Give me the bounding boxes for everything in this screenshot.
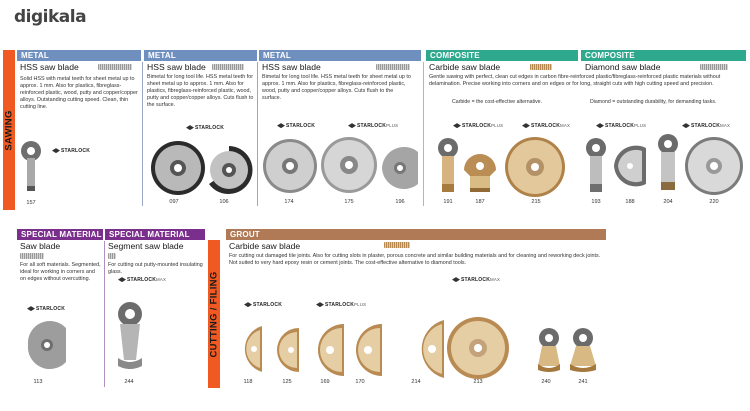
segment-blade-image [205,144,253,196]
segment-diamond-blade-image [610,138,650,194]
plunge-diamond-blade-image [656,134,680,194]
blade-edge-icon [20,253,44,259]
plunge-carbide-blade-image [460,150,500,194]
sawing-side-bar: SAWING [3,50,15,210]
article-number: 170 [355,379,365,385]
blade-edge-icon [108,253,116,259]
article-number: 174 [284,199,294,205]
article-number: 118 [243,379,253,385]
starlock-logo: STARLOCK [244,302,282,308]
starlock-plus-logo: STARLOCKPLUS [348,123,398,129]
plunge-saw-blade-image [18,140,44,194]
blade-edge-icon [530,64,552,70]
carbide-plunge-blade-image [566,326,600,374]
section-composite-1: COMPOSITE [426,50,578,61]
blade-edge-icon [212,64,244,70]
section-metal-2: METAL [144,50,257,61]
article-number: 157 [26,200,36,206]
carbide-segment-blade-image [265,326,301,374]
round-carbide-blade-image [504,136,566,198]
article-number: 106 [219,199,229,205]
divider [423,62,424,206]
product-description: For cutting out putty-mounted insulating glass. [108,262,203,275]
starlock-max-logo: STARLOCKMAX [682,123,730,129]
section-metal-3: METAL [259,50,421,61]
section-special-material-1: SPECIAL MATERIAL [17,229,103,240]
starlock-logo: STARLOCK [52,148,90,154]
carbide-round-blade-image [344,322,384,378]
carbide-round-blade-image [446,316,510,380]
section-special-material-2: SPECIAL MATERIAL [105,229,205,240]
starlock-max-logo: STARLOCKMAX [118,277,166,283]
section-metal-1: METAL [17,50,141,61]
product-title: Carbide saw blade [429,62,501,72]
blade-edge-icon [98,64,132,70]
article-number: 113 [33,379,43,385]
divider [257,62,258,206]
product-title: HSS saw blade [262,62,321,72]
blade-edge-icon [700,64,728,70]
product-title: Diamond saw blade [585,62,661,72]
product-title: Carbide saw blade [229,241,301,251]
blade-edge-icon [384,242,410,248]
round-saw-blade-image [262,138,318,194]
starlock-plus-logo: STARLOCKPLUS [316,302,366,308]
article-number: 125 [282,379,292,385]
starlock-max-logo: STARLOCKMAX [452,277,500,283]
segment-saw-blade-image [22,318,72,372]
product-description: For cutting out damaged tile joints. Also for cutting slots in plaster, porous concrete and similar building materials and for cleaning and reworking deck joints. Not suited to very hard epoxy resin or cement joints. The cost-effective alternative to diamond tools. [229,253,601,266]
starlock-logo: STARLOCK [186,125,224,131]
article-number: 196 [395,199,405,205]
product-description: For all soft materials. Segmented, ideal for working in corners and on edges without overcutting. [20,262,101,282]
segment-blade-image [380,144,420,192]
article-number: 214 [411,379,421,385]
product-description: Solid HSS with metal teeth for sheet metal up to approx. 1 mm. Also for plastics, fibreglass-reinforced plastic, wood, putty and copper/copper alloys. Outstanding cutting speed. Clean, thin cutting line. [20,76,138,110]
segment-saw-blade-image [112,300,148,372]
article-number: 187 [475,199,485,205]
carbide-note: Carbide = the cost-effective alternative. [452,99,543,105]
product-title: Saw blade [20,241,61,251]
product-title: HSS saw blade [20,62,79,72]
product-title: HSS saw blade [147,62,206,72]
article-number: 191 [443,199,453,205]
article-number: 241 [578,379,588,385]
plunge-diamond-blade-image [584,138,608,196]
starlock-logo: STARLOCK [27,306,65,312]
starlock-plus-logo: STARLOCKPLUS [596,123,646,129]
round-saw-blade-image [320,136,378,194]
product-description: Bimetal for long tool life. HSS metal teeth for sheet metal up to approx. 1 mm. Also for plastics, fibreglass-reinforced plastic, wood, putty and copper/copper alloys. Cuts flush to the surface. [262,74,411,101]
divider [142,62,143,206]
carbide-round-blade-image [396,318,446,380]
article-number: 240 [541,379,551,385]
round-diamond-blade-image [684,136,744,196]
brand-logo: digikala [14,7,87,27]
article-number: 169 [320,379,330,385]
blade-edge-icon [376,64,410,70]
divider [104,241,105,387]
diamond-note: Diamond = outstanding durability, for demanding tasks. [590,99,717,105]
article-number: 220 [709,199,719,205]
starlock-plus-logo: STARLOCKPLUS [453,123,503,129]
article-number: 188 [625,199,635,205]
article-number: 244 [124,379,134,385]
carbide-segment-blade-image [228,324,264,374]
section-composite-2: COMPOSITE [581,50,746,61]
carbide-plunge-blade-image [534,326,564,374]
product-title: Segment saw blade [108,241,184,251]
cutting-filing-side-bar: CUTTING / FILING [208,240,220,388]
article-number: 204 [663,199,673,205]
carbide-round-blade-image [306,322,346,378]
plunge-carbide-blade-image [436,138,460,196]
segment-blade-image [150,140,206,196]
product-description: Gentle sawing with perfect, clean cut edges in carbon fibre-reinforced plastic/fibreglass-reinforced plastic materials without delamination. Precise working into corners and on edges or for long, straight cuts with high cutting speed and precision. [429,74,721,87]
article-number: 175 [344,199,354,205]
article-number: 215 [531,199,541,205]
article-number: 213 [473,379,483,385]
starlock-logo: STARLOCK [277,123,315,129]
article-number: 193 [591,199,601,205]
article-number: 097 [169,199,179,205]
product-description: Bimetal for long tool life. HSS metal teeth for sheet metal up to approx. 1 mm. Also for plastics, fibreglass-reinforced plastic, wood, putty and copper/copper alloys. Cuts flush to the surface. [147,74,254,108]
starlock-max-logo: STARLOCKMAX [522,123,570,129]
section-grout: GROUT [226,229,606,240]
